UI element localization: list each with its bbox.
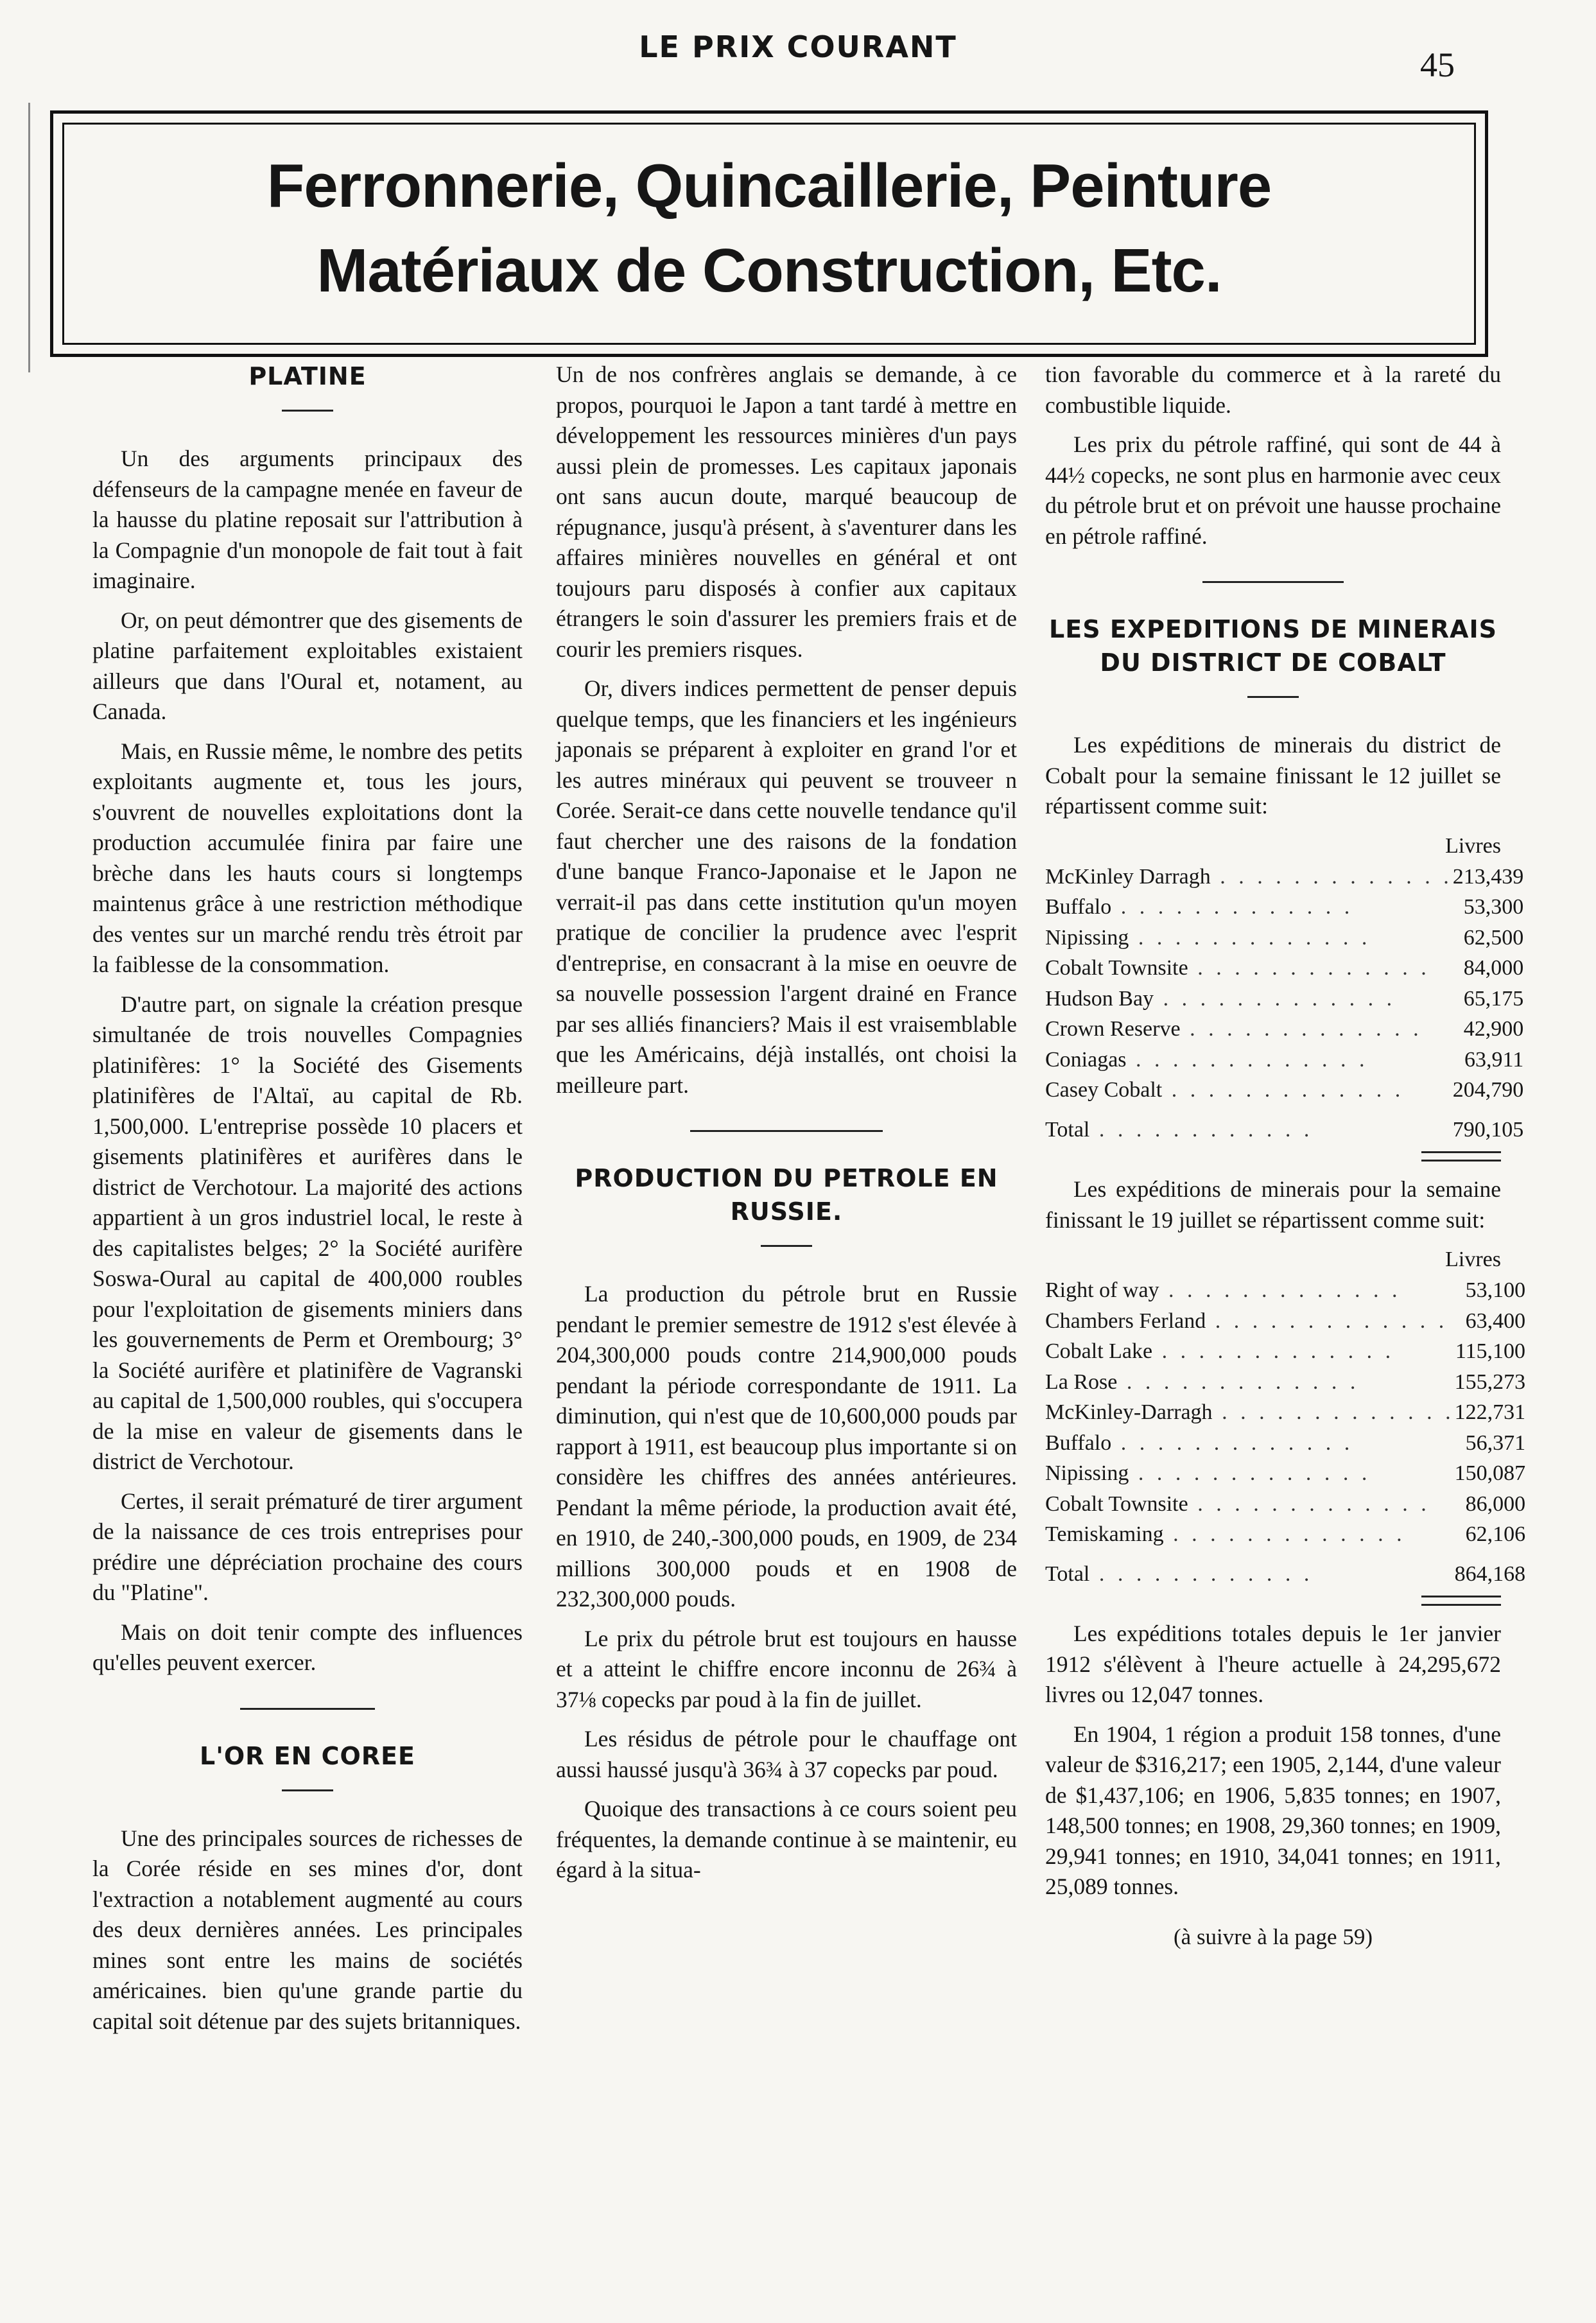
section-separator [690, 1130, 883, 1132]
total-label: Total [1045, 1562, 1090, 1586]
paragraph: Or, on peut démontrer que des gisements de platine parfaitement exploitables existaient ailleurs que dans l'Oural et, notament, au Canada. [92, 607, 523, 724]
short-rule [1247, 696, 1299, 698]
column-2 [556, 360, 1017, 1895]
table-row [1045, 1336, 1525, 1367]
paragraph: Les expéditions de minerais pour la semaine finissant le 19 juillet se répartissent comme suit: [1045, 1176, 1501, 1233]
dot-leader: . . . . . . . . . . . . . [1154, 986, 1396, 1011]
dot-leader: . . . . . . . . . . . . [1089, 1117, 1314, 1142]
table-row [1045, 1014, 1523, 1045]
total-value: 864,168 [1454, 1562, 1526, 1586]
shipment-pounds: 63,911 [1464, 1047, 1524, 1072]
dot-leader: . . . . . . . . . . . . . [1111, 1431, 1354, 1455]
table-row [1045, 1306, 1525, 1337]
double-rule [1421, 1596, 1501, 1606]
paragraph: Or, divers indices permettent de penser depuis quelque temps, que les financiers et les ingénieurs japonais se préparent à exploiter en grand l'or et les autres minéraux qui peuvent se trouveer n Corée. Serait-ce dans cette nouvelle tendance qu'il faut chercher une des raisons de la fondation d'une banque Franco-Japonaise et le Japon ne verrait-il pas dans cette institution qu'un moyen pratique de concilier la prudence avec l'esprit d'entreprise, en consacrant à la mise en oeuvre de sa nouvelle possession l'argent drainé en France par ses alliés financiers? Mais il est vraisemblable que les Américains, déjà installés, ont choisi la meilleure part. [556, 675, 1017, 1098]
column-3 [1045, 360, 1526, 1952]
table-row [1045, 1397, 1525, 1428]
section-separator [240, 1708, 375, 1710]
dot-leader: . . . . . . . . . . . . . [1152, 1339, 1395, 1363]
paragraph: Quoique des transactions à ce cours soient peu fréquentes, la demande continue à se maintenir, eu égard à la situa- [556, 1796, 1017, 1883]
heading-petrole: PRODUCTION DU PETROLE EN RUSSIE. [575, 1164, 998, 1226]
table-row [1045, 892, 1523, 923]
total-label: Total [1045, 1117, 1090, 1142]
mine-name: Cobalt Lake [1045, 1339, 1153, 1363]
mine-name: Crown Reserve [1045, 1017, 1181, 1041]
mine-name: Cobalt Townsite [1045, 956, 1188, 980]
dot-leader: . . . . . . . . . . . . . [1159, 1278, 1401, 1302]
shipment-pounds: 65,175 [1463, 986, 1524, 1011]
banner-title-line-1: Ferronnerie, Quincaillerie, Peinture [266, 152, 1272, 220]
mine-name: Buffalo [1045, 895, 1112, 919]
total-value: 790,105 [1452, 1117, 1524, 1142]
table-row [1045, 1458, 1525, 1489]
table-row [1045, 1275, 1525, 1306]
heading-platine: PLATINE [248, 362, 367, 390]
shipment-pounds: 53,300 [1463, 895, 1524, 919]
dot-leader: . . . . . . . . . . . . . [1129, 1461, 1371, 1485]
running-title: LE PRIX COURANT [639, 30, 957, 64]
dot-leader: . . . . . . . . . . . . . [1180, 1017, 1423, 1041]
short-rule [761, 1245, 812, 1247]
mine-name: McKinley Darragh [1045, 864, 1211, 889]
mine-name: Buffalo [1045, 1431, 1112, 1455]
mine-name: Hudson Bay [1045, 986, 1154, 1011]
shipments-table-12-july [1045, 862, 1523, 1145]
unit-label: Livres [1445, 1248, 1501, 1271]
dot-leader: . . . . . . . . . . . . . [1129, 925, 1371, 950]
shipment-pounds: 204,790 [1452, 1078, 1524, 1102]
short-rule [282, 1789, 333, 1791]
table-row [1045, 1519, 1525, 1550]
heading-cobalt-line-1: LES EXPEDITIONS DE MINERAIS [1049, 615, 1497, 643]
table-row [1045, 1367, 1525, 1398]
table-row [1045, 1489, 1525, 1520]
dot-leader: . . . . . . . . . . . . . [1206, 1309, 1448, 1333]
paragraph: D'autre part, on signale la création presque simultanée de trois nouvelles Compagnies platinifères: 1° la Société des Gisements platinifères de l'Altaï, au capital de Rb. 1,500,000. L'entreprise possède 10 placers et gisements platinifères et aurifères dans le district de Verchotour. La majorité des actions appartient à un gros industriel local, le reste à des capitalistes belges; 2° la Société aurifère Soswa-Oural au capital de 400,000 roubles pour l'exploitation de gisements miniers dans les gouvernements de Perm et Orembourg; 3° la Société aurifère et platinifère de Vagranski au capital de 1,500,000 roubles, qui s'occupera de la mise en valeur de gisements dans le district de Verchotour. [92, 991, 523, 1474]
dot-leader: . . . . . . . . . . . . . [1162, 1078, 1405, 1102]
paragraph: Mais on doit tenir compte des influences qu'elles peuvent exercer. [92, 1619, 523, 1675]
shipment-pounds: 122,731 [1454, 1400, 1526, 1424]
table-row [1045, 1045, 1523, 1075]
table-row [1045, 923, 1523, 953]
dot-leader: . . . . . . . . . . . . . [1188, 1492, 1430, 1516]
mine-name: Temiskaming [1045, 1522, 1164, 1546]
paragraph: La production du pétrole brut en Russie pendant le premier semestre de 1912 s'est élevée à 204,300,000 pouds contre 214,900,000 pouds pendant la période correspondante de 1911. La diminution, qui n'est que de 10,600,000 pouds par rapport à 1911, est beaucoup plus importante si on considère les chiffres des années antérieures. Pendant la même période, la production avait été, en 1910, de 240,-300,000 pouds, en 1909, de 234 millions 300,000 pouds et en 1908 de 232,300,000 pouds. [556, 1281, 1017, 1612]
page-number: 45 [1420, 46, 1455, 84]
heading-or-coree: L'OR EN COREE [200, 1741, 415, 1770]
shipment-pounds: 56,371 [1465, 1431, 1526, 1455]
scan-edge-mark [28, 103, 30, 372]
dot-leader: . . . . . . . . . . . . . [1117, 1370, 1360, 1394]
dot-leader: . . . . . . . . . . . . . [1212, 1400, 1455, 1424]
table-total-row [1045, 1106, 1523, 1145]
double-rule [1421, 1151, 1501, 1162]
table-row [1045, 862, 1523, 892]
dot-leader: . . . . . . . . . . . . . [1188, 956, 1430, 980]
short-rule [282, 410, 333, 412]
mine-name: Right of way [1045, 1278, 1159, 1302]
shipment-pounds: 63,400 [1465, 1309, 1526, 1333]
mine-name: Cobalt Townsite [1045, 1492, 1188, 1516]
paragraph: Un de nos confrères anglais se demande, à ce propos, pourquoi le Japon a tant tardé à mettre en développement les ressources minières d'un pays aussi plein de promesses. Les capitaux japonais ont sans aucun doute, marqué beaucoup de répugnance, jusqu'à présent, à s'aventurer dans les affaires minières nouvelles en général et ont toujours paru disposés à confier aux capitaux étrangers le soin d'assurer les premiers frais et de courir les premiers risques. [556, 361, 1017, 662]
paragraph: Les expéditions totales depuis le 1er janvier 1912 s'élèvent à l'heure actuelle à 24,295,672 livres ou 12,047 tonnes. [1045, 1621, 1501, 1707]
mine-name: Nipissing [1045, 1461, 1129, 1485]
paragraph: Le prix du pétrole brut est toujours en hausse et a atteint le chiffre encore inconnu de 26¾ à 37⅛ copecks par poud à la fin de juillet. [556, 1625, 1017, 1712]
dot-leader: . . . . . . . . . . . . . [1111, 895, 1354, 919]
banner-title-line-2: Matériaux de Construction, Etc. [317, 236, 1222, 305]
heading-cobalt-line-2: DU DISTRICT DE COBALT [1100, 648, 1446, 677]
mine-name: Coniagas [1045, 1047, 1127, 1072]
shipment-pounds: 213,439 [1452, 864, 1524, 889]
section-separator [1202, 581, 1344, 583]
shipment-pounds: 155,273 [1454, 1370, 1526, 1394]
continued-note: (à suivre à la page 59) [1174, 1924, 1373, 1949]
shipment-pounds: 84,000 [1463, 956, 1524, 980]
paragraph: Les expéditions de minerais du district de Cobalt pour la semaine finissant le 12 juillet se répartissent comme suit: [1045, 732, 1501, 819]
dot-leader: . . . . . . . . . . . . [1089, 1562, 1314, 1586]
section-banner [50, 110, 1488, 357]
shipment-pounds: 62,500 [1463, 925, 1524, 950]
column-1 [92, 360, 523, 2046]
dot-leader: . . . . . . . . . . . . . [1163, 1522, 1406, 1546]
paragraph: Mais, en Russie même, le nombre des petits exploitants augmente et, tous les jours, s'ouvrent de nouvelles exploitations dont la production accumulée finira par faire une brèche dans les hauts cours si longtemps maintenus grâce à une restriction méthodique des ventes sur un marché rendu très étroit par la faiblesse de la consommation. [92, 738, 523, 977]
mine-name: La Rose [1045, 1370, 1118, 1394]
table-row [1045, 984, 1523, 1014]
shipment-pounds: 150,087 [1454, 1461, 1526, 1485]
shipment-pounds: 42,900 [1463, 1017, 1524, 1041]
paragraph: En 1904, 1 région a produit 158 tonnes, d'une valeur de $316,217; een 1905, 2,144, d'une valeur de $1,437,106; en 1906, 5,835 tonnes; en 1907, 148,500 tonnes; en 1908, 29,360 tonnes; en 1909, 29,941 tonnes; en 1910, 34,041 tonnes; en 1911, 25,089 tonnes. [1045, 1721, 1501, 1899]
shipments-table-19-july [1045, 1275, 1525, 1589]
mine-name: McKinley-Darragh [1045, 1400, 1213, 1424]
shipment-pounds: 115,100 [1455, 1339, 1526, 1363]
table-row [1045, 953, 1523, 984]
unit-label: Livres [1445, 833, 1501, 858]
mine-name: Casey Cobalt [1045, 1078, 1163, 1102]
dot-leader: . . . . . . . . . . . . . [1126, 1047, 1369, 1072]
paragraph: Un des arguments principaux des défenseurs de la campagne menée en faveur de la hausse du platine reposait sur l'attribution à la Compagnie d'un monopole de fait tout à fait imaginaire. [92, 446, 523, 593]
shipment-pounds: 62,106 [1465, 1522, 1526, 1546]
paragraph: Une des principales sources de richesses de la Corée réside en ses mines d'or, dont l'extraction a notablement augmenté au cours des deux dernières années. Les principales mines sont entre les mains de sociétés américaines. bien qu'une grande partie du capital soit détenue par des sujets britanniques. [92, 1825, 523, 2034]
table-row [1045, 1075, 1523, 1106]
shipment-pounds: 86,000 [1465, 1492, 1526, 1516]
dot-leader: . . . . . . . . . . . . . [1210, 864, 1453, 889]
paragraph: Les prix du pétrole raffiné, qui sont de 44 à 44½ copecks, ne sont plus en harmonie avec ceux du pétrole brut et on prévoit une hausse prochaine en pétrole raffiné. [1045, 431, 1501, 549]
paragraph: tion favorable du commerce et à la rareté du combustible liquide. [1045, 361, 1501, 418]
mine-name: Nipissing [1045, 925, 1129, 950]
table-row [1045, 1428, 1525, 1459]
table-total-row [1045, 1550, 1525, 1590]
shipment-pounds: 53,100 [1465, 1278, 1526, 1302]
mine-name: Chambers Ferland [1045, 1309, 1206, 1333]
paragraph: Certes, il serait prématuré de tirer argument de la naissance de ces trois entreprises pour prédire une dépréciation prochaine des cours du "Platine". [92, 1488, 523, 1605]
paragraph: Les résidus de pétrole pour le chauffage ont aussi haussé jusqu'à 36¾ à 37 copecks par poud. [556, 1726, 1017, 1782]
